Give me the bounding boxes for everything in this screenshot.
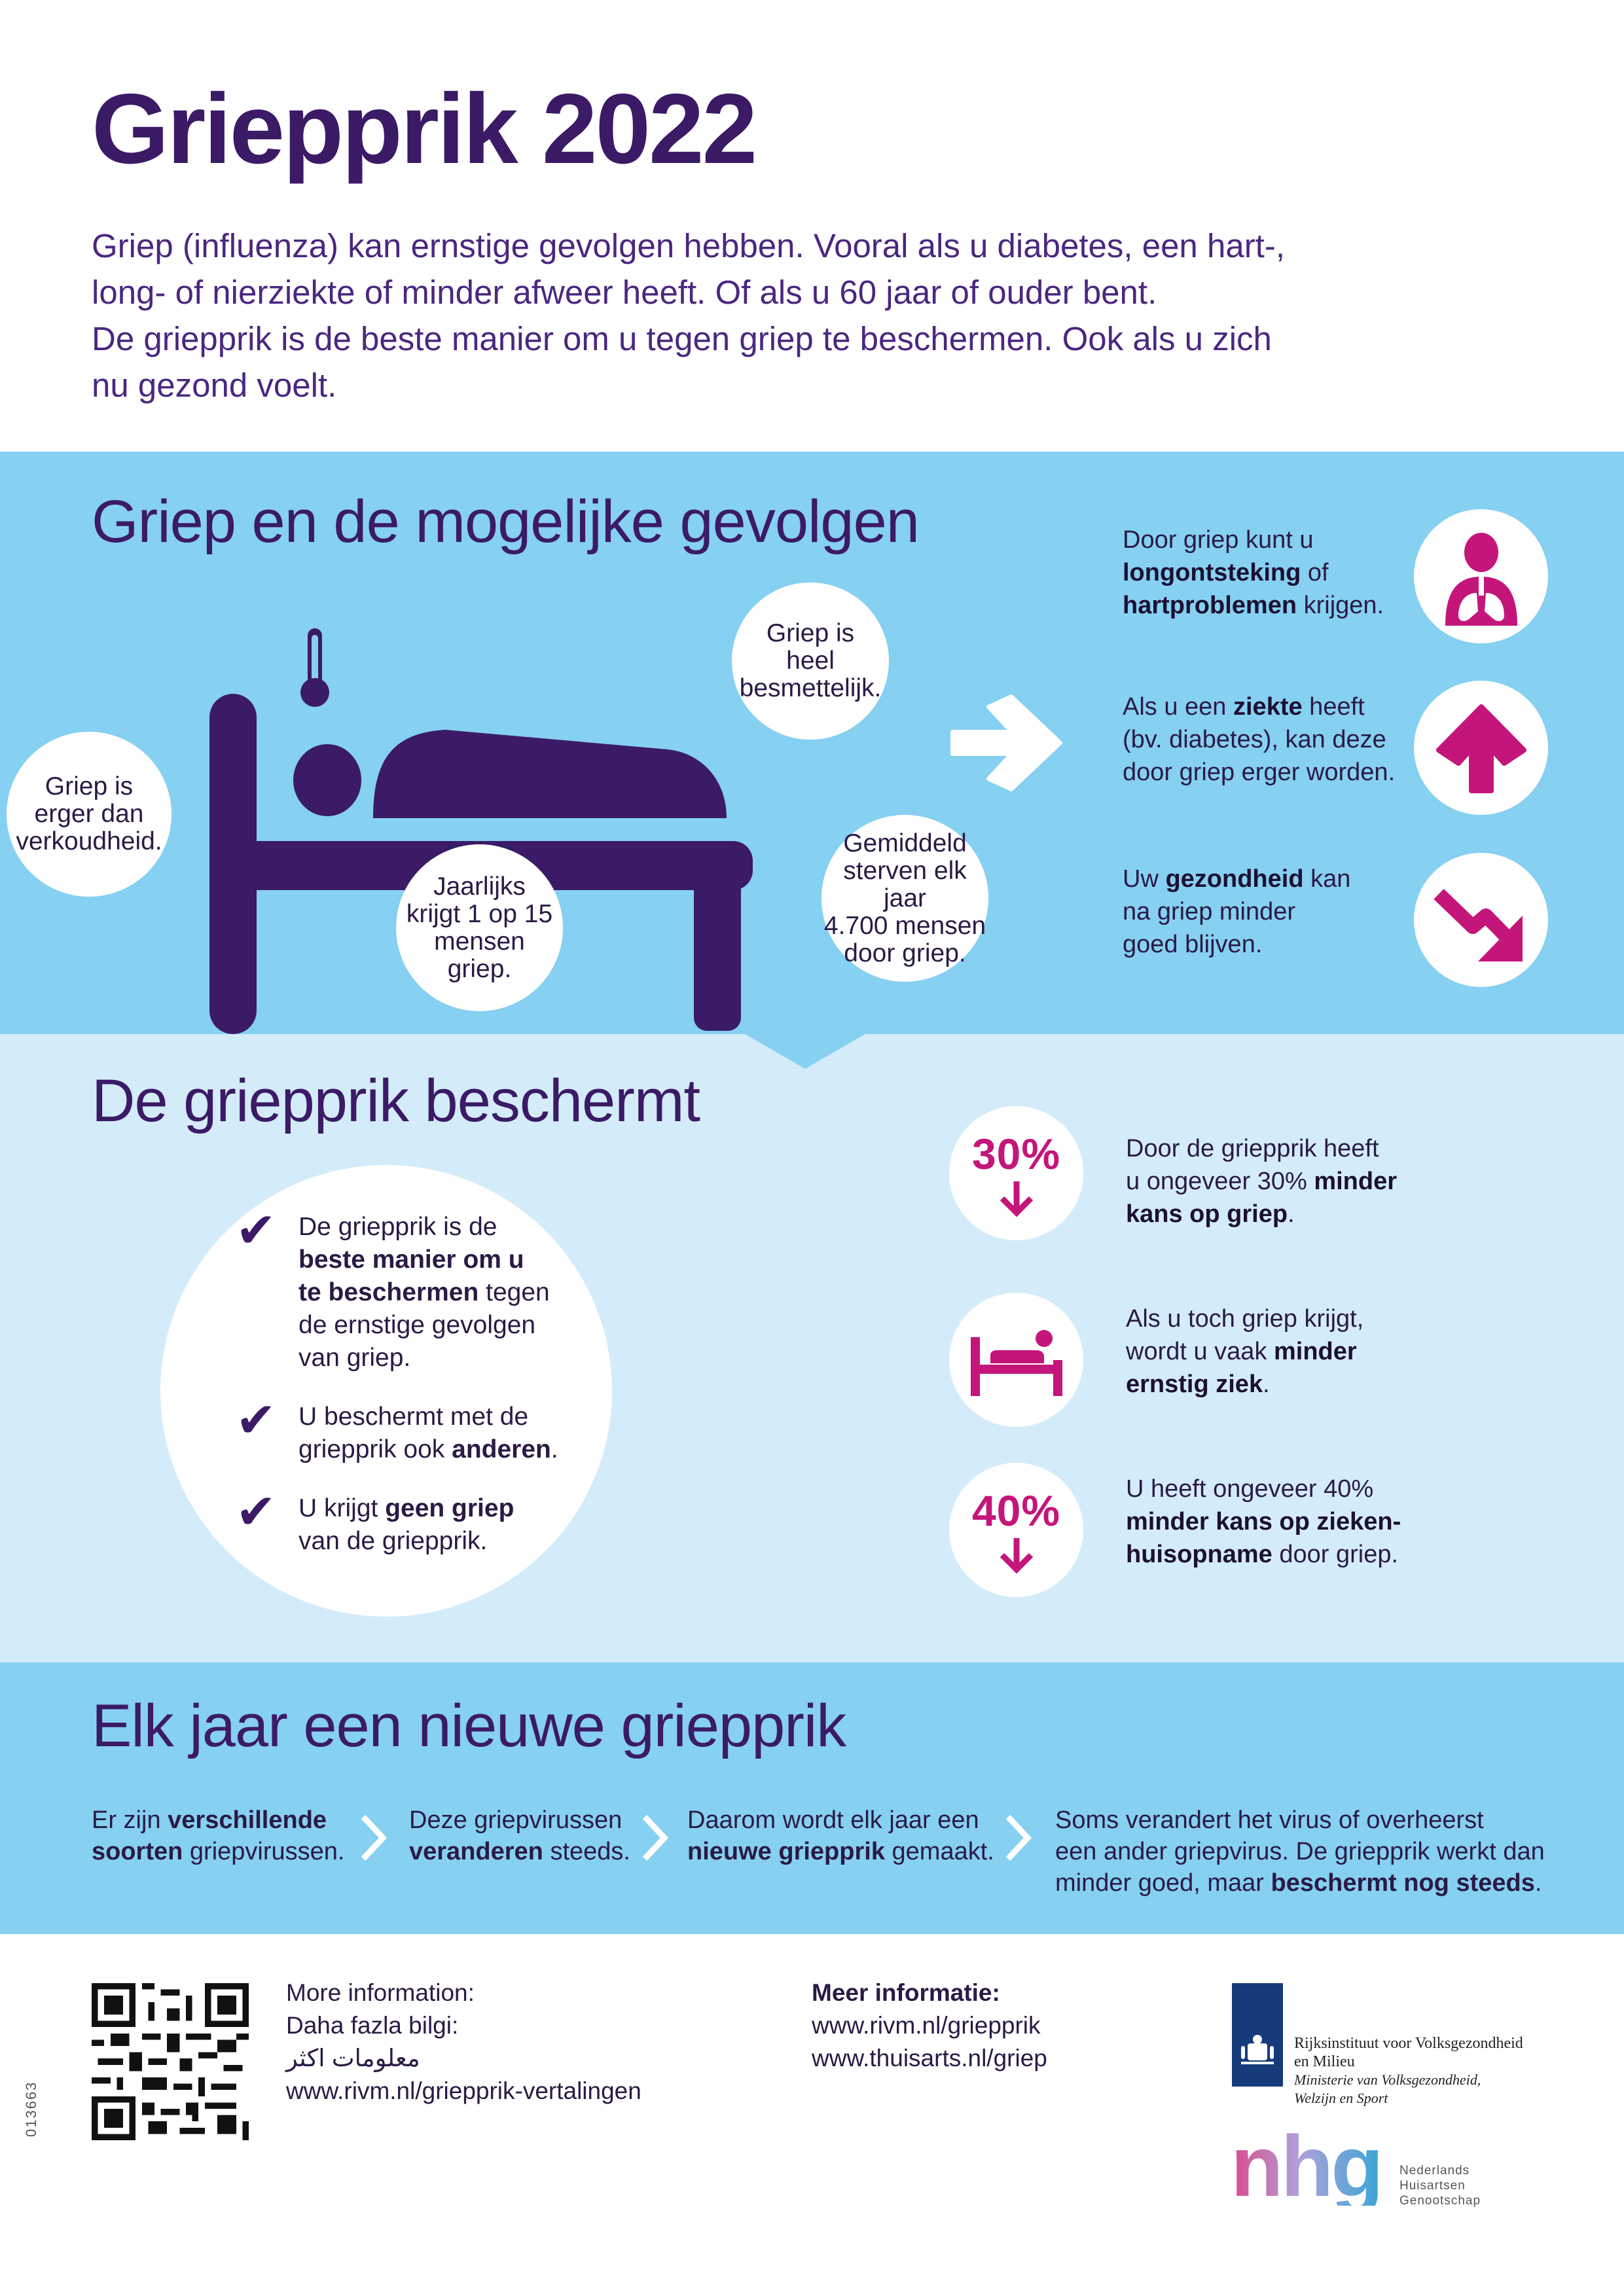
intro-text xyxy=(92,223,1335,408)
qr-code[interactable] xyxy=(92,1983,249,2140)
intro-line: De griepprik is de beste manier om u tegen griep te beschermen. Ook als u zich xyxy=(92,320,1272,357)
chevron-right-icon xyxy=(357,1812,389,1864)
arrow-right-icon xyxy=(946,687,1070,798)
check-item: ✔ U krijgt geen griep van de griepprik. xyxy=(236,1492,602,1558)
intro-line: Griep (influenza) kan ernstige gevolgen hebben. Vooral als u diabetes, een hart-, xyxy=(92,227,1286,264)
document-code: 013663 xyxy=(23,2081,39,2137)
coat-of-arms-icon xyxy=(1232,1983,1283,2087)
sick-bed-icon xyxy=(949,1293,1083,1427)
stat-40-icon: 40% xyxy=(949,1463,1083,1597)
lungs-icon xyxy=(1414,509,1548,643)
bubble-contagious: Griep is heel besmettelijk. xyxy=(732,583,889,740)
check-item: ✔ De griepprik is de beste manier om u te beschermen tegen de ernstige gevolgen van griep. xyxy=(236,1211,602,1374)
bed-footboard xyxy=(694,841,741,1031)
check-item: ✔ U beschermt met de griepprik ook anderen. xyxy=(236,1401,602,1466)
thuisarts-link[interactable]: www.thuisarts.nl/griep xyxy=(812,2045,1047,2072)
rivm-link[interactable]: www.rivm.nl/griepprik xyxy=(812,2012,1041,2039)
checkmark-icon: ✔ xyxy=(236,1393,277,1447)
consequence-row-2: Als u een ziekte heeft (bv. diabetes), kan deze door griep erger worden. xyxy=(1123,693,1396,786)
checkmark-icon: ✔ xyxy=(236,1203,277,1257)
translation-info: More information: Daha fazla bilgi: معلومات اكثر www.rivm.nl/griepprik-vertalingen xyxy=(286,1977,744,2108)
step-2: Deze griepvirussen veranderen steeds. xyxy=(409,1806,630,1865)
rivm-logo xyxy=(1232,1983,1283,2087)
consequence-row-3: Uw gezondheid kan na griep minder goed blijven. xyxy=(1123,865,1351,958)
chevron-right-icon xyxy=(1001,1812,1034,1864)
arrow-down-icon xyxy=(997,1535,1036,1575)
stat-30-icon: 30% xyxy=(949,1106,1083,1240)
checkmark-icon: ✔ xyxy=(236,1484,277,1539)
section3-heading: Elk jaar een nieuwe griepprik xyxy=(92,1693,846,1759)
bubble-yearly: Jaarlijks krijgt 1 op 15 mensen griep. xyxy=(396,844,563,1011)
rivm-text: Rijksinstituut voor Volksgezondheid en Milieu Ministerie van Volksgezondheid, Welzijn en Sport xyxy=(1294,2035,1523,2106)
section-divider-notch xyxy=(743,1033,867,1069)
checklist xyxy=(236,1203,602,1558)
consequence-row-1: Door griep kunt u longontsteking of hartproblemen krijgen. xyxy=(1123,526,1384,619)
intro-line: long- of nierziekte of minder afweer heeft. Of als u 60 jaar of ouder bent. xyxy=(92,274,1157,311)
nhg-text: Nederlands Huisartsen Genootschap xyxy=(1399,2164,1481,2208)
bubble-worse-than-cold: Griep is erger dan verkoudheid. xyxy=(7,732,171,897)
arrow-up-icon xyxy=(1414,681,1548,815)
stat-row-1: Door de griepprik heeft u ongeveer 30% minder kans op griep. xyxy=(1126,1135,1398,1228)
thermometer-icon xyxy=(300,628,329,707)
sleeper-head xyxy=(293,744,361,816)
more-info: Meer informatie: www.rivm.nl/griepprik www.thuisarts.nl/griep xyxy=(812,1977,1204,2075)
step-3: Daarom wordt elk jaar een nieuwe griepprik gemaakt. xyxy=(687,1806,994,1865)
stat-row-2: Als u toch griep krijgt, wordt u vaak minder ernstig ziek. xyxy=(1126,1305,1364,1398)
stat-row-3: U heeft ongeveer 40% minder kans op zieken- huisopname door griep. xyxy=(1126,1475,1401,1568)
step-4: Soms verandert het virus of overheerst een ander griepvirus. De griepprik werkt dan minder goed, maar beschermt nog steeds. xyxy=(1055,1806,1545,1897)
page-title: Griepprik 2022 xyxy=(92,73,756,185)
sleeper-blanket xyxy=(373,730,727,818)
nhg-logo: nhg xyxy=(1231,2118,1381,2214)
bubble-deaths: Gemiddeld sterven elk jaar 4.700 mensen door griep. xyxy=(821,815,988,982)
trend-down-icon xyxy=(1414,853,1548,987)
step-1: Er zijn verschillende soorten griepvirussen. xyxy=(92,1806,345,1865)
intro-line: nu gezond voelt. xyxy=(92,367,337,404)
section2-heading: De griepprik beschermt xyxy=(92,1067,700,1134)
chevron-right-icon xyxy=(638,1812,671,1864)
translations-link[interactable]: www.rivm.nl/griepprik-vertalingen xyxy=(286,2077,641,2104)
arrow-down-icon xyxy=(997,1179,1036,1218)
section1-heading: Griep en de mogelijke gevolgen xyxy=(92,488,919,555)
